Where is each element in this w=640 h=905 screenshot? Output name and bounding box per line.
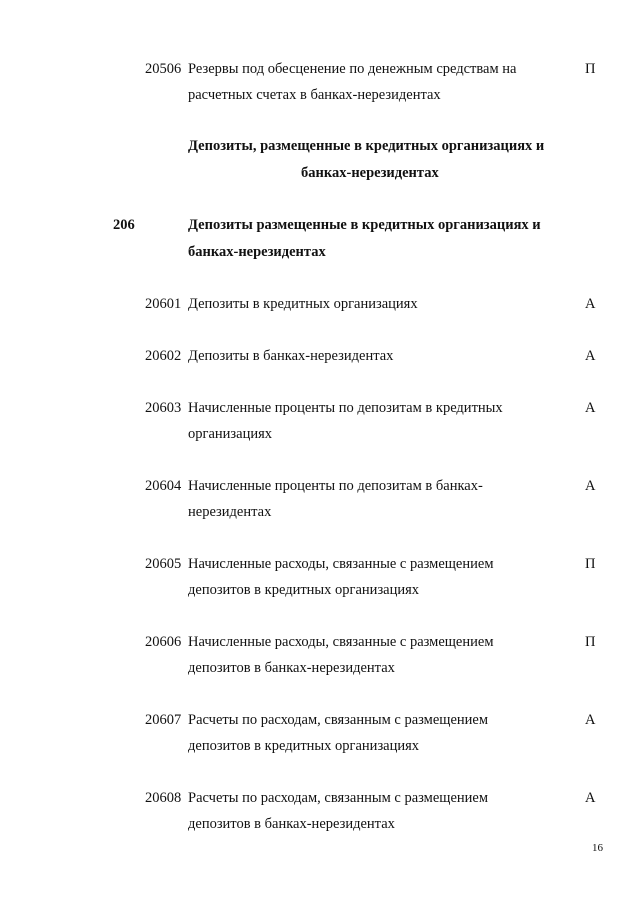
account-code: 20608 (145, 790, 182, 806)
description-line: Расчеты по расходам, связанным с размещением (188, 712, 489, 728)
heading-line: Депозиты, размещенные в кредитных организациях и (188, 138, 545, 154)
account-code: 20601 (145, 296, 182, 312)
description-line: Депозиты в кредитных организациях (188, 296, 418, 312)
page-number: 16 (592, 842, 603, 854)
description-line: нерезидентах (188, 504, 272, 520)
description-line: Начисленные проценты по депозитам в кредитных (188, 400, 503, 416)
account-type: А (585, 790, 596, 806)
account-description (188, 343, 558, 369)
account-description (188, 473, 558, 525)
account-type: П (585, 634, 596, 650)
account-description (188, 707, 558, 759)
account-description (188, 551, 558, 603)
account-description (188, 395, 558, 447)
account-type: П (585, 61, 596, 77)
group-title-line: банках-нерезидентах (188, 244, 326, 260)
account-description (188, 291, 558, 317)
description-line: Депозиты в банках-нерезидентах (188, 348, 394, 364)
account-description (188, 785, 558, 837)
account-code: 20607 (145, 712, 182, 728)
account-type: А (585, 400, 596, 416)
description-line: Начисленные расходы, связанные с размещением (188, 556, 494, 572)
account-type: А (585, 478, 596, 494)
description-line: расчетных счетах в банках-нерезидентах (188, 87, 441, 103)
heading-line: банках-нерезидентах (301, 165, 439, 181)
description-line: Резервы под обесценение по денежным средствам на (188, 61, 517, 77)
account-type: А (585, 296, 596, 312)
account-description (188, 56, 558, 108)
account-code: 20606 (145, 634, 182, 650)
group-title-line: Депозиты размещенные в кредитных организациях и (188, 217, 541, 233)
description-line: депозитов в банках-нерезидентах (188, 816, 395, 832)
account-description (188, 629, 558, 681)
description-line: Начисленные расходы, связанные с размещением (188, 634, 494, 650)
account-code: 20605 (145, 556, 182, 572)
account-code: 20506 (145, 61, 182, 77)
description-line: Начисленные проценты по депозитам в банках- (188, 478, 483, 494)
account-type: П (585, 556, 596, 572)
account-code: 20602 (145, 348, 182, 364)
description-line: депозитов в кредитных организациях (188, 582, 420, 598)
description-line: Расчеты по расходам, связанным с размещением (188, 790, 489, 806)
description-line: депозитов в банках-нерезидентах (188, 660, 395, 676)
account-type: А (585, 712, 596, 728)
account-code: 20603 (145, 400, 182, 416)
account-code: 20604 (145, 478, 182, 494)
group-code: 206 (113, 217, 135, 233)
description-line: организациях (188, 426, 273, 442)
description-line: депозитов в кредитных организациях (188, 738, 420, 754)
account-type: А (585, 348, 596, 364)
